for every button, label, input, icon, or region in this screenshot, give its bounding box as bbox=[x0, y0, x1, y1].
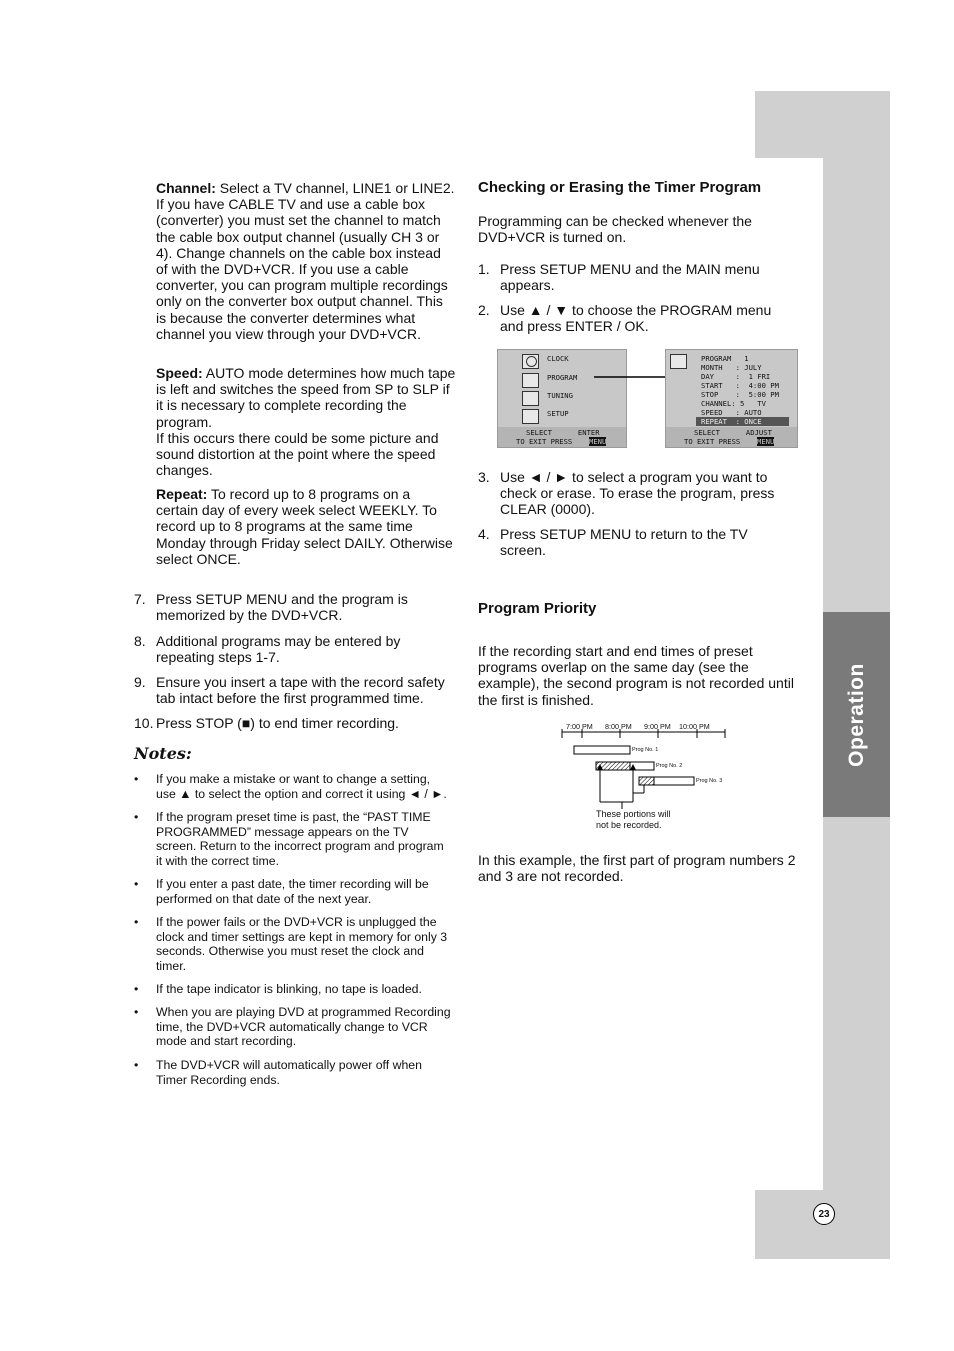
note-item: • If you enter a past date, the timer recording will be performed on that date of the next year. bbox=[134, 877, 429, 906]
note-item: • If the power fails or the DVD+VCR is unplugged the clock and timer settings are kept in memory for only 3 seconds. Otherwise you must reset the clock and timer. bbox=[134, 915, 448, 973]
step-3: 3. Use ◄ / ► to select a program you want to check or erase. To erase the program, press CLEAR (0000). bbox=[478, 469, 775, 518]
time-label: 10:00 PM bbox=[679, 722, 710, 731]
program-icon bbox=[522, 373, 539, 388]
channel-paragraph bbox=[156, 180, 456, 342]
select-enter-hint: SELECT ENTER bbox=[526, 428, 600, 437]
time-label: 7:00 PM bbox=[566, 722, 593, 731]
time-label: 8:00 PM bbox=[605, 722, 632, 731]
note-item: • If the program preset time is past, the “PAST TIME PROGRAMMED” message appears on the TV screen. Return to the incorrect program and program it with the correct time. bbox=[134, 810, 444, 868]
speed-extra: If this occurs there could be some picture and sound distortion at the point where the speed changes. bbox=[156, 429, 439, 479]
note-item: • When you are playing DVD at programmed Recording time, the DVD+VCR automatically change to VCR mode and start recording. bbox=[134, 1005, 451, 1049]
program-row: PROGRAM 1 bbox=[701, 354, 749, 363]
menu-footer bbox=[498, 427, 626, 447]
channel-label: Channel: bbox=[156, 180, 216, 196]
menu-item-setup: SETUP bbox=[547, 409, 569, 418]
step-7: 7. Press SETUP MENU and the program is memorized by the DVD+VCR. bbox=[134, 591, 408, 624]
speed-row: SPEED : AUTO bbox=[701, 408, 762, 417]
speed-label: Speed: bbox=[156, 365, 203, 381]
main-menu-screen bbox=[497, 349, 627, 448]
repeat-text: To record up to 8 programs on a certain day of every week select WEEKLY. To record up to 8 programs at the same time Monday through Friday select DAILY. Otherwise select ONCE. bbox=[156, 486, 453, 567]
priority-text: If the recording start and end times of preset programs overlap on the same day (see the example), the second program is not recorded until the first is finished. bbox=[478, 643, 794, 708]
repeat-paragraph bbox=[156, 486, 456, 567]
start-row: START : 4:00 PM bbox=[701, 381, 779, 390]
step-9: 9. Ensure you insert a tape with the record safety tab intact before the first programmed time. bbox=[134, 674, 445, 707]
channel-text: Select a TV channel, LINE1 or LINE2. If you have CABLE TV and use a cable box (converter) you must set the channel to match the cable box output channel (usually CH 3 or 4). Change channels on the cable box instead of with the DVD+VCR. If you use a cable converter, you can program multiple recordings only on the converter box output channel. This is because the converter determines what channel you view through your DVD+VCR. bbox=[156, 180, 455, 342]
menu-item-clock: CLOCK bbox=[547, 354, 569, 363]
program-menu-screen bbox=[665, 349, 798, 448]
time-label: 9:00 PM bbox=[644, 722, 671, 731]
prog-label: Prog No. 1 bbox=[632, 747, 659, 753]
program-footer bbox=[666, 427, 797, 447]
page-number: 23 bbox=[813, 1203, 835, 1225]
clock-icon bbox=[522, 354, 539, 369]
step-4: 4. Press SETUP MENU to return to the TV screen. bbox=[478, 526, 748, 559]
setup-icon bbox=[522, 409, 539, 424]
stop-row: STOP : 5:00 PM bbox=[701, 390, 779, 399]
select-adjust-hint: SELECT ADJUST bbox=[694, 428, 772, 437]
section-tab-label: Operation bbox=[844, 662, 868, 767]
repeat-row: REPEAT : ONCE bbox=[696, 417, 789, 426]
month-row: MONTH : JULY bbox=[701, 363, 762, 372]
prog-label: Prog No. 3 bbox=[696, 778, 723, 784]
menu-key-label: MENU bbox=[757, 437, 775, 446]
exit-hint: TO EXIT PRESS bbox=[516, 437, 573, 446]
repeat-label: Repeat: bbox=[156, 486, 208, 502]
channel-row: CHANNEL: 5 TV bbox=[701, 399, 766, 408]
step-10: 10. Press STOP (■) to end timer recording. bbox=[134, 715, 399, 731]
speed-paragraph bbox=[156, 365, 456, 478]
priority-heading: Program Priority bbox=[478, 600, 597, 617]
step-1: 1. Press SETUP MENU and the MAIN menu appears. bbox=[478, 261, 760, 294]
notes-heading: Notes: bbox=[134, 744, 192, 763]
menu-item-program: PROGRAM bbox=[547, 373, 578, 382]
checking-intro: Programming can be checked whenever the DVD+VCR is turned on. bbox=[478, 213, 752, 246]
menu-key-label: MENU bbox=[589, 437, 607, 446]
note-item: • If the tape indicator is blinking, no tape is loaded. bbox=[134, 982, 422, 996]
speed-text: AUTO mode determines how much tape is left and switches the speed from SP to SLP if it is necessary to complete recording the program. bbox=[156, 365, 456, 430]
tuning-icon bbox=[522, 391, 539, 406]
checking-heading: Checking or Erasing the Timer Program bbox=[478, 179, 762, 196]
menu-item-tuning: TUNING bbox=[547, 391, 573, 400]
step-2: 2. Use ▲ / ▼ to choose the PROGRAM menu and press ENTER / OK. bbox=[478, 302, 772, 335]
exit-hint: TO EXIT PRESS bbox=[684, 437, 741, 446]
example-text: In this example, the first part of program numbers 2 and 3 are not recorded. bbox=[478, 852, 796, 885]
note-item: • If you make a mistake or want to change a setting, use ▲ to select the option and correct it using ◄ / ►. bbox=[134, 772, 447, 801]
program-icon bbox=[670, 354, 687, 369]
step-8: 8. Additional programs may be entered by repeating steps 1-7. bbox=[134, 633, 401, 666]
prog-label: Prog No. 2 bbox=[656, 763, 683, 769]
note-item: • The DVD+VCR will automatically power off when Timer Recording ends. bbox=[134, 1058, 422, 1087]
overlap-diagram bbox=[560, 720, 730, 835]
diagram-caption: These portions will not be recorded. bbox=[596, 809, 671, 830]
day-row: DAY : 1 FRI bbox=[701, 372, 771, 381]
